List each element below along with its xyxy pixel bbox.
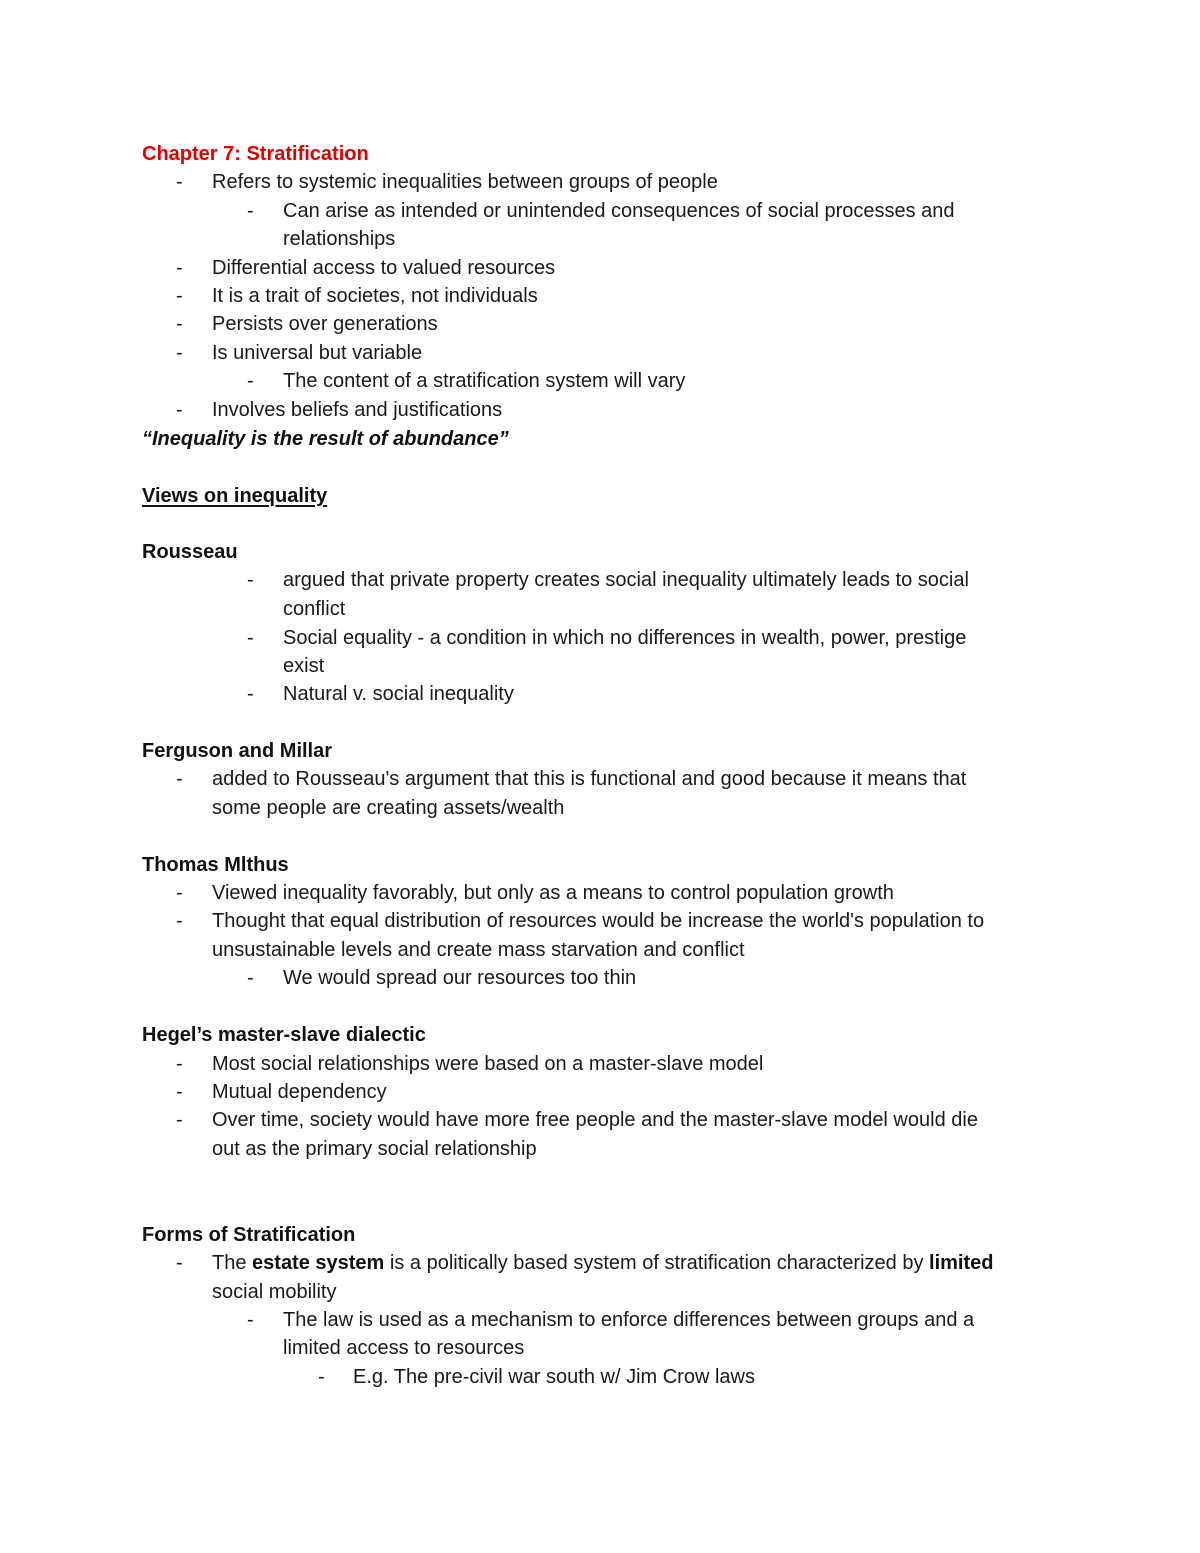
bullet-dash: - — [176, 1081, 183, 1103]
bullet-dash: - — [247, 967, 254, 989]
forms-sub-bullet-1-line-1: The law is used as a mechanism to enforce differences between groups and a — [283, 1309, 975, 1331]
bullet-dash: - — [176, 285, 183, 307]
malthus-sub-bullet-2: We would spread our resources too thin — [283, 967, 637, 989]
bullet-dash: - — [247, 627, 254, 649]
chapter-title: Chapter 7: Stratification — [142, 143, 369, 165]
forms-bullet-1-line-1 — [212, 1249, 993, 1277]
malthus-bullet-2-line-1: Thought that equal distribution of resources would be increase the world's population to — [212, 910, 985, 932]
bullet-dash: - — [176, 1252, 183, 1274]
bullet-dash: - — [176, 1053, 183, 1075]
hegel-bullet-3-line-2: out as the primary social relationship — [212, 1138, 537, 1160]
bullet-dash: - — [176, 313, 183, 335]
malthus-bullet-1: Viewed inequality favorably, but only as a means to control population growth — [212, 882, 894, 904]
hegel-bullet-2: Mutual dependency — [212, 1081, 387, 1103]
rousseau-bullet-2-line-2: exist — [283, 655, 325, 677]
intro-bullet-6: Involves beliefs and justifications — [212, 399, 503, 421]
ferguson-bullet-1-line-2: some people are creating assets/wealth — [212, 797, 565, 819]
bullet-dash: - — [176, 882, 183, 904]
forms-bullet-1-line-2: social mobility — [212, 1281, 337, 1303]
forms-bullet-1-mid: is a politically based system of stratification characterized by — [384, 1252, 930, 1274]
forms-bullet-1-pre: The — [212, 1252, 253, 1274]
intro-bullet-3: It is a trait of societes, not individuals — [212, 285, 538, 307]
rousseau-bullet-1-line-2: conflict — [283, 598, 346, 620]
bullet-dash: - — [247, 683, 254, 705]
bullet-dash: - — [176, 257, 183, 279]
bullet-dash: - — [247, 200, 254, 222]
bullet-dash: - — [318, 1366, 325, 1388]
estate-system-term: estate system — [252, 1252, 385, 1274]
malthus-bullet-2-line-2: unsustainable levels and create mass starvation and conflict — [212, 939, 745, 961]
forms-sub-sub-bullet-1: E.g. The pre-civil war south w/ Jim Crow laws — [353, 1366, 755, 1388]
quote: “Inequality is the result of abundance” — [142, 428, 509, 450]
ferguson-bullet-1-line-1: added to Rousseau's argument that this is functional and good because it means that — [212, 768, 967, 790]
intro-sub-bullet-5: The content of a stratification system will vary — [283, 370, 686, 392]
bullet-dash: - — [247, 370, 254, 392]
bullet-dash: - — [247, 1309, 254, 1331]
malthus-heading: Thomas Mlthus — [142, 854, 289, 876]
forms-heading: Forms of Stratification — [142, 1224, 356, 1246]
views-heading: Views on inequality — [142, 485, 328, 507]
rousseau-bullet-3: Natural v. social inequality — [283, 683, 514, 705]
intro-bullet-4: Persists over generations — [212, 313, 438, 335]
hegel-bullet-1: Most social relationships were based on a master-slave model — [212, 1053, 764, 1075]
hegel-bullet-3-line-1: Over time, society would have more free people and the master-slave model would die — [212, 1109, 978, 1131]
bullet-dash: - — [176, 342, 183, 364]
forms-sub-bullet-1-line-2: limited access to resources — [283, 1337, 525, 1359]
intro-bullet-5: Is universal but variable — [212, 342, 423, 364]
bullet-dash: - — [176, 910, 183, 932]
bullet-dash: - — [176, 1109, 183, 1131]
bullet-dash: - — [176, 768, 183, 790]
rousseau-bullet-2-line-1: Social equality - a condition in which no differences in wealth, power, prestige — [283, 627, 967, 649]
limited-term: limited — [929, 1252, 994, 1274]
rousseau-heading: Rousseau — [142, 541, 238, 563]
intro-sub-bullet-1-line-1: Can arise as intended or unintended consequences of social processes and — [283, 200, 955, 222]
intro-bullet-2: Differential access to valued resources — [212, 257, 556, 279]
intro-sub-bullet-1-line-2: relationships — [283, 228, 396, 250]
bullet-dash: - — [176, 171, 183, 193]
intro-bullet-1: Refers to systemic inequalities between groups of people — [212, 171, 718, 193]
bullet-dash: - — [176, 399, 183, 421]
ferguson-heading: Ferguson and Millar — [142, 740, 333, 762]
rousseau-bullet-1-line-1: argued that private property creates social inequality ultimately leads to social — [283, 569, 969, 591]
bullet-dash: - — [247, 569, 254, 591]
hegel-heading: Hegel’s master-slave dialectic — [142, 1024, 426, 1046]
